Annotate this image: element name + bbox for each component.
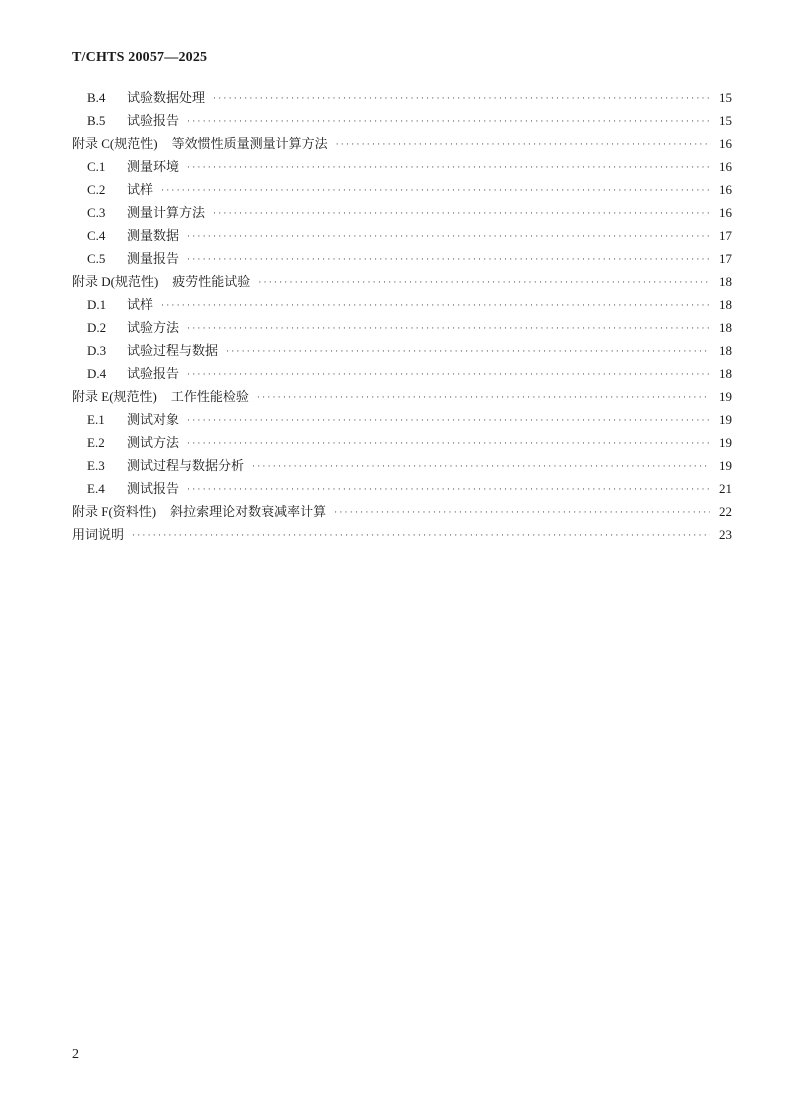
- toc-entry-title: 疲劳性能试验: [172, 275, 251, 290]
- toc-entry-number: C.3: [87, 205, 106, 220]
- toc-entry-title: 测量计算方法: [127, 206, 206, 221]
- page-number: 2: [72, 1047, 79, 1062]
- toc-entry-page: 22: [719, 504, 732, 519]
- toc-entry-title: 用词说明: [72, 528, 125, 543]
- toc-entry-number: C.1: [87, 159, 106, 174]
- toc-entry[interactable]: [72, 523, 732, 546]
- toc-entry-number: D.2: [87, 320, 107, 335]
- toc-dot-leader: [187, 409, 710, 432]
- toc-dot-leader: [187, 363, 710, 386]
- toc-entry-number: E.1: [87, 412, 105, 427]
- toc-entry-page: 18: [719, 274, 732, 289]
- toc-entry-page: 16: [719, 205, 732, 220]
- toc-entry-number: 附录 D(规范性): [72, 274, 159, 289]
- toc-entry-number: C.2: [87, 182, 106, 197]
- toc-entry-number: 附录 E(规范性): [72, 389, 157, 404]
- toc-entry[interactable]: [72, 178, 732, 201]
- toc-entry-title: 试验数据处理: [127, 91, 206, 106]
- toc-dot-leader: [258, 271, 710, 294]
- toc-dot-leader: [187, 478, 710, 501]
- toc-dot-leader: [187, 248, 710, 271]
- toc-entry-number: C.5: [87, 251, 106, 266]
- toc-entry-page: 19: [719, 458, 732, 473]
- toc-entry-page: 19: [719, 412, 732, 427]
- toc-entry-title: 试验报告: [127, 114, 180, 129]
- toc-dot-leader: [161, 294, 710, 317]
- toc-entry-number: 附录 F(资料性): [72, 504, 157, 519]
- toc-entry-page: 16: [719, 182, 732, 197]
- toc-entry-page: 16: [719, 159, 732, 174]
- toc-entry[interactable]: [72, 385, 732, 408]
- toc-dot-leader: [213, 202, 710, 225]
- toc-entry-number: 附录 C(规范性): [72, 136, 158, 151]
- toc-entry-title: 测试方法: [127, 436, 180, 451]
- toc-entry-page: 15: [719, 90, 732, 105]
- toc-entry[interactable]: [72, 293, 732, 316]
- toc-entry-page: 19: [719, 389, 732, 404]
- toc-dot-leader: [226, 340, 710, 363]
- toc-entry[interactable]: [72, 270, 732, 293]
- toc-entry-number: D.1: [87, 297, 107, 312]
- toc-entry[interactable]: [72, 316, 732, 339]
- toc-entry-title: 测试对象: [127, 413, 180, 428]
- table-of-contents: [72, 86, 732, 546]
- toc-entry[interactable]: [72, 86, 732, 109]
- toc-dot-leader: [213, 87, 710, 110]
- toc-entry-number: D.4: [87, 366, 107, 381]
- toc-dot-leader: [187, 317, 710, 340]
- toc-dot-leader: [187, 156, 710, 179]
- toc-entry-number: B.4: [87, 90, 106, 105]
- toc-entry-page: 18: [719, 343, 732, 358]
- toc-entry-title: 试样: [127, 183, 154, 198]
- toc-dot-leader: [187, 225, 710, 248]
- toc-entry-number: B.5: [87, 113, 106, 128]
- toc-entry-title: 测试报告: [127, 482, 180, 497]
- toc-entry-title: 试样: [127, 298, 154, 313]
- toc-entry-page: 17: [719, 228, 732, 243]
- toc-entry-title: 测量环境: [127, 160, 180, 175]
- toc-dot-leader: [257, 386, 710, 409]
- toc-entry-page: 18: [719, 320, 732, 335]
- toc-dot-leader: [187, 110, 710, 133]
- toc-entry-number: E.3: [87, 458, 105, 473]
- toc-entry-page: 18: [719, 297, 732, 312]
- toc-entry-title: 试验过程与数据: [127, 344, 219, 359]
- toc-entry-page: 19: [719, 435, 732, 450]
- toc-entry-number: C.4: [87, 228, 106, 243]
- toc-entry[interactable]: [72, 132, 732, 155]
- toc-entry-page: 23: [719, 527, 732, 542]
- toc-entry-title: 试验报告: [127, 367, 180, 382]
- toc-entry-title: 斜拉索理论对数衰减率计算: [170, 505, 327, 520]
- toc-entry[interactable]: [72, 362, 732, 385]
- toc-entry-number: E.4: [87, 481, 105, 496]
- toc-entry-page: 21: [719, 481, 732, 496]
- document-code-header: T/CHTS 20057—2025: [72, 50, 208, 65]
- toc-entry[interactable]: [72, 155, 732, 178]
- toc-entry[interactable]: [72, 408, 732, 431]
- toc-entry[interactable]: [72, 477, 732, 500]
- toc-dot-leader: [132, 524, 710, 547]
- toc-entry[interactable]: [72, 454, 732, 477]
- toc-entry-title: 等效惯性质量测量计算方法: [171, 137, 328, 152]
- toc-entry[interactable]: [72, 500, 732, 523]
- toc-entry-page: 16: [719, 136, 732, 151]
- toc-entry-number: E.2: [87, 435, 105, 450]
- toc-entry-page: 17: [719, 251, 732, 266]
- toc-dot-leader: [334, 501, 710, 524]
- toc-entry[interactable]: [72, 339, 732, 362]
- toc-dot-leader: [336, 133, 710, 156]
- toc-entry-page: 15: [719, 113, 732, 128]
- toc-entry-title: 测量报告: [127, 252, 180, 267]
- toc-entry[interactable]: [72, 431, 732, 454]
- toc-entry[interactable]: [72, 201, 732, 224]
- toc-entry-title: 测试过程与数据分析: [127, 459, 245, 474]
- toc-entry-page: 18: [719, 366, 732, 381]
- toc-entry-number: D.3: [87, 343, 107, 358]
- toc-entry-title: 工作性能检验: [170, 390, 249, 405]
- toc-entry[interactable]: [72, 109, 732, 132]
- toc-entry-title: 试验方法: [127, 321, 180, 336]
- toc-dot-leader: [252, 455, 710, 478]
- toc-dot-leader: [187, 432, 710, 455]
- toc-entry-title: 测量数据: [127, 229, 180, 244]
- toc-entry[interactable]: [72, 224, 732, 247]
- toc-entry[interactable]: [72, 247, 732, 270]
- toc-dot-leader: [161, 179, 710, 202]
